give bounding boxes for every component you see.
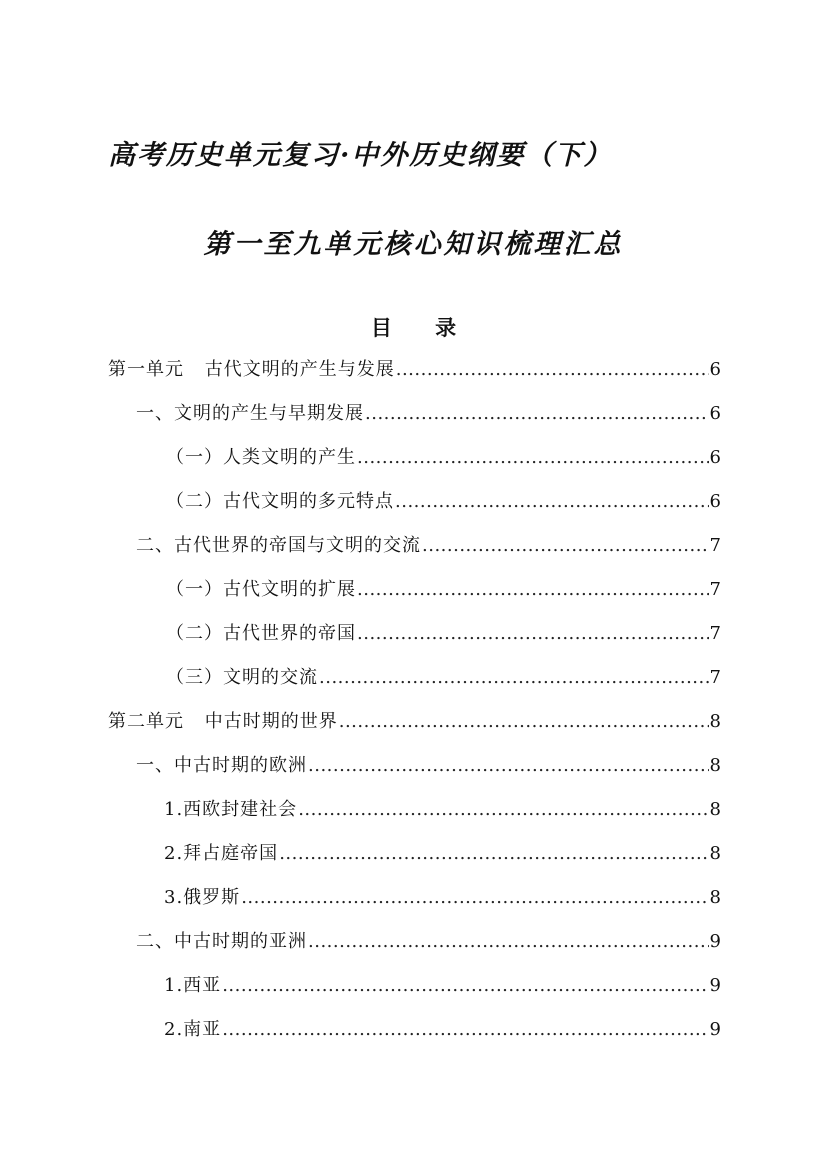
toc-leader-dots <box>357 572 709 608</box>
toc-entry-label: 二、古代世界的帝国与文明的交流 <box>136 535 421 556</box>
toc-entry-label: 二、中古时期的亚洲 <box>136 931 307 952</box>
toc-entry-page: 7 <box>709 667 721 688</box>
toc-entry-page: 9 <box>709 975 721 996</box>
toc-leader-dots <box>357 616 709 652</box>
toc-entry-page: 7 <box>709 579 721 600</box>
toc-entry-page: 8 <box>709 887 721 908</box>
toc-entry-subsection[interactable] <box>108 1012 721 1056</box>
toc-entry-label: 一、中古时期的欧洲 <box>136 755 307 776</box>
toc-entry-subsection[interactable] <box>108 572 721 616</box>
toc-entry-subsection[interactable] <box>108 968 721 1012</box>
toc-entry-label: （二）古代文明的多元特点 <box>166 491 394 512</box>
toc-entry-page: 6 <box>709 447 721 468</box>
toc-entry-label: 2.南亚 <box>164 1019 222 1040</box>
toc-entry-label: 2.拜占庭帝国 <box>164 843 279 864</box>
toc-entry-subsection[interactable] <box>108 792 721 836</box>
toc-leader-dots <box>279 836 708 872</box>
toc-entry-label: （三）文明的交流 <box>166 667 318 688</box>
toc-leader-dots <box>308 924 709 960</box>
toc-entry-label: 第二单元 中古时期的世界 <box>108 711 338 732</box>
toc-entry-subsection[interactable] <box>108 484 721 528</box>
toc-leader-dots <box>395 484 709 520</box>
toc-entry-page: 8 <box>709 755 721 776</box>
toc-entry-label: （二）古代世界的帝国 <box>166 623 356 644</box>
toc-entry-label: 3.俄罗斯 <box>164 887 241 908</box>
toc-entry-section[interactable] <box>108 396 721 440</box>
toc-entry-page: 9 <box>709 931 721 952</box>
document-subtitle: 第一至九单元核心知识梳理汇总 <box>203 229 624 260</box>
toc-entry-subsection[interactable] <box>108 616 721 660</box>
toc-leader-dots <box>222 968 708 1004</box>
toc-entry-subsection[interactable] <box>108 440 721 484</box>
toc-entry-label: 第一单元 古代文明的产生与发展 <box>108 359 395 380</box>
toc-entry-label: 1.西亚 <box>164 975 222 996</box>
toc-entry-page: 8 <box>709 843 721 864</box>
toc-leader-dots <box>357 440 709 476</box>
toc-entry-label: 一、文明的产生与早期发展 <box>136 403 364 424</box>
toc-entry-page: 8 <box>709 799 721 820</box>
toc-entry-page: 6 <box>709 359 721 380</box>
table-of-contents <box>108 352 721 1056</box>
toc-entry-subsection[interactable] <box>108 836 721 880</box>
toc-leader-dots <box>241 880 708 916</box>
toc-entry-section[interactable] <box>108 528 721 572</box>
toc-entry-unit-1[interactable] <box>108 352 721 396</box>
toc-entry-subsection[interactable] <box>108 880 721 924</box>
toc-entry-page: 6 <box>709 491 721 512</box>
toc-entry-subsection[interactable] <box>108 660 721 704</box>
toc-leader-dots <box>365 396 709 432</box>
toc-leader-dots <box>339 704 709 740</box>
toc-heading: 目 录 <box>370 315 457 340</box>
toc-entry-page: 6 <box>709 403 721 424</box>
toc-entry-page: 7 <box>709 623 721 644</box>
toc-entry-page: 8 <box>709 711 721 732</box>
toc-entry-page: 9 <box>709 1019 721 1040</box>
toc-entry-section[interactable] <box>108 924 721 968</box>
toc-entry-label: （一）人类文明的产生 <box>166 447 356 468</box>
toc-leader-dots <box>298 792 708 828</box>
toc-leader-dots <box>222 1012 708 1048</box>
toc-entry-label: 1.西欧封建社会 <box>164 799 298 820</box>
toc-entry-page: 7 <box>709 535 721 556</box>
toc-entry-unit-2[interactable] <box>108 704 721 748</box>
document-title: 高考历史单元复习·中外历史纲要（下） <box>108 140 613 171</box>
toc-leader-dots <box>422 528 709 564</box>
toc-leader-dots <box>308 748 709 784</box>
toc-entry-section[interactable] <box>108 748 721 792</box>
toc-entry-label: （一）古代文明的扩展 <box>166 579 356 600</box>
toc-leader-dots <box>396 352 709 388</box>
toc-leader-dots <box>319 660 709 696</box>
